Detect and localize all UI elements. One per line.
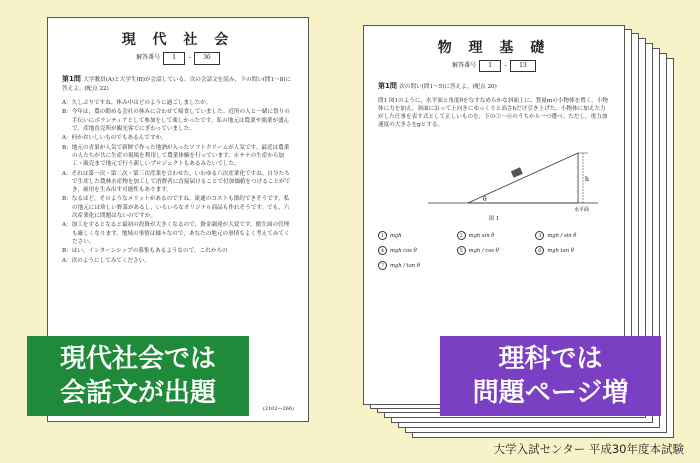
option: 3 mgh / sin θ [535,231,610,240]
svg-text:h: h [585,176,589,183]
answer-options [378,231,610,270]
svg-text:θ: θ [483,196,487,203]
dialogue-line: A：次のようにしてみてください。 [62,257,150,264]
question-1-text: 問1 図1のように，水平面と角度θをなすなめらかな斜面上に，質量mの小物体を置く。小物体に力を加え，斜面に沿って上向きにゆっくりと高さhだけ引き上げた。小物体に加えた力がした仕事を表す式として正しいものを，下の①〜⑥のうちから一つ選べ。ただし，重力加速度の大きさをgとする。 [378,98,609,128]
dialogue-line: A：それは第一次・第二次・第三次産業を合わせた，いわゆる六次産業化ですね。自分たちで生産した農林水産物を加工して消費者に直接届けることで付加価値をつけることができ，雇用を生み出す可能性もあります。 [62,170,291,194]
source-caption: 大学入試センター 平成30年度本試験 [493,442,684,456]
page-title: 物 理 基 礎 [437,40,551,56]
question-heading: 第1問 次の問い(問1〜5)に答えよ。(配点 20) [378,82,497,90]
dialogue-line: A：久しぶりですね。休み中はどのように過ごしましたか。 [62,100,212,107]
answer-number-box: 解答番号 1 – 13 [378,60,610,72]
dialogue-line: A：加工をするとなると最初の投資が大きくなるので，資金調達が大変です。衛生面の管理も厳しくなります。地域の事情は様々なので，あなたの地元の事情もよく考えてみてください。 [62,222,290,245]
question-heading: 第1問 大学教員(A)と大学生(B)が会話している。次の会話文を読み，下の問い(問1〜8)に答えよ。(配点 22) [62,74,292,92]
figure-caption: 図 1 [488,216,500,222]
label-science: 理科では 問題ページ増 [440,336,661,416]
option: 5 mgh / cos θ [457,246,532,255]
label-social-studies: 現代社会では 会話文が出題 [27,336,249,416]
page-title: 現 代 社 会 [121,32,235,48]
page-footer: (2102―266) [262,405,294,412]
dialogue-line: B：地元の青果が人気で新鮮で作った地酒が入ったソフトクリームが人気です。最近は農業の人たちが共に生産の現場を利用して農業体験を行っています。ホテナの生産から加工・販売まで地元で行う新しいプロジェクトもあるみたいでした。 [62,144,290,168]
option: 7 mgh / tan θ [378,261,453,270]
dialogue-line: B：なるほど。そのようなメリットがあるのですね。流通のコストも節約できそうです。私の地元には珍しい野菜があるし，いろいろなオリジナル商品も作れそうです。でも，六次産業化に問題はないのですか。 [62,196,290,220]
dialogue-line: B：今年は，農の勤める会社の休みに合わせて帰省していました。近所の人と一緒に祭りの手伝いにボランティアとして参加をして楽しかったです。私の地元は農業や漁業が盛んで，産地直売所が観光客でにぎわっていました。 [62,109,290,133]
option: 1 mgh [378,231,453,240]
incline-diagram [378,133,612,213]
option: 6 mgh tan θ [535,246,610,255]
svg-text:水平面: 水平面 [574,207,590,213]
dialogue [62,99,294,265]
option: 4 mgh cos θ [378,246,453,255]
option: 2 mgh sin θ [457,231,532,240]
dialogue-line: B：はい。インターンシップの募集もあるようなので，これからの [62,248,228,255]
answer-number-box: 解答番号 1 – 36 [62,52,294,64]
dialogue-line: A：何かおいしいものでもあるんですか。 [62,135,167,142]
